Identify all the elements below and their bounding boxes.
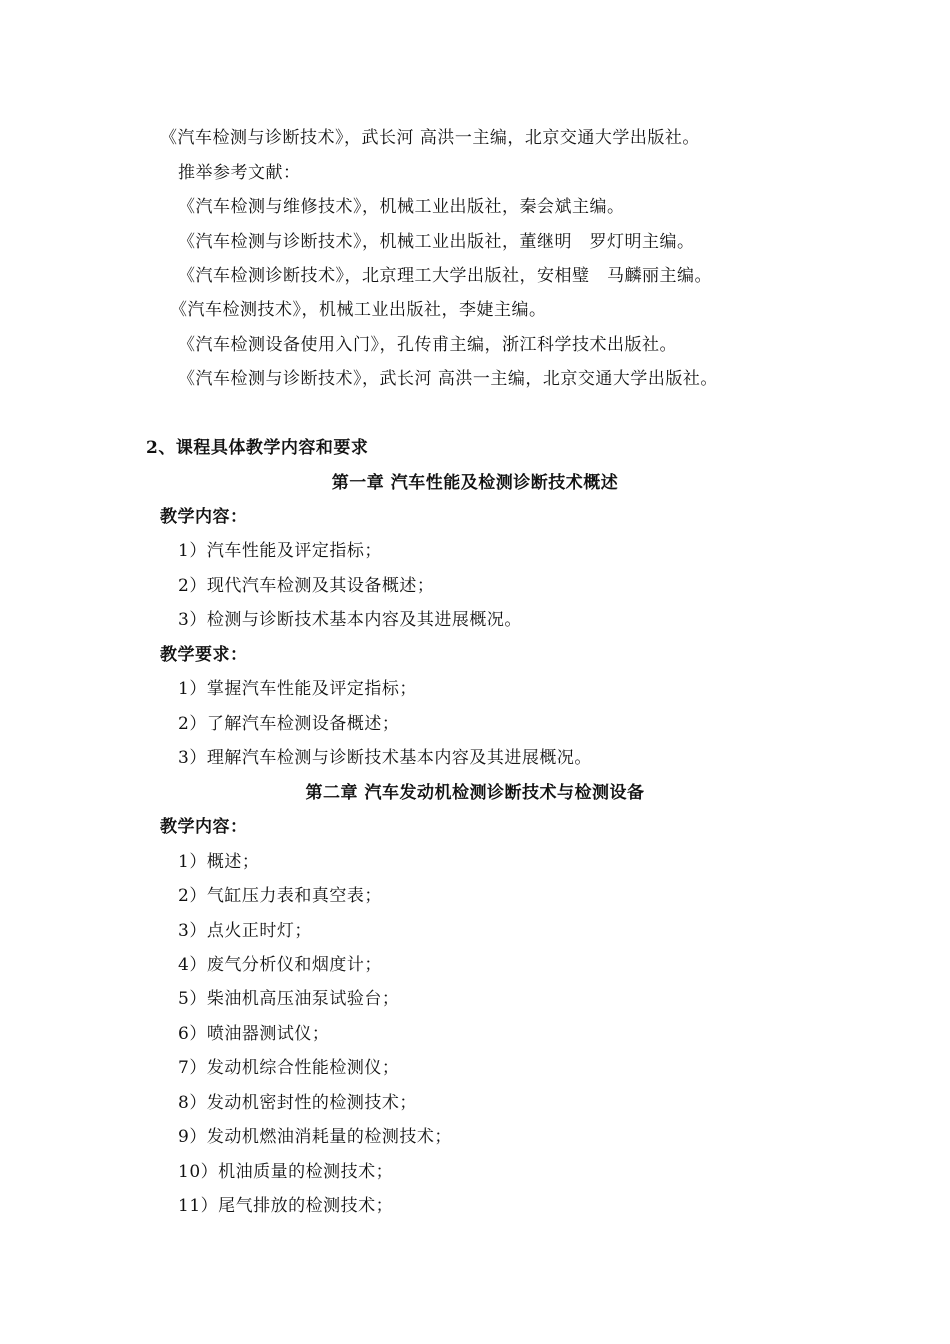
chapter-2-content-item: 5）柴油机高压油泵试验台；	[178, 989, 400, 1009]
chapter-1-requirements-label: 教学要求：	[160, 645, 248, 665]
chapter-2-content-item: 6）喷油器测试仪；	[178, 1024, 330, 1044]
chapter-1-title: 第一章 汽车性能及检测诊断技术概述	[331, 473, 619, 493]
chapter-2-content-item: 3）点火正时灯；	[178, 921, 312, 941]
chapter-1-requirement-item: 1）掌握汽车性能及评定指标；	[178, 679, 417, 699]
reference-item: 《汽车检测诊断技术》，北京理工大学出版社，安相璧 马麟丽主编。	[178, 266, 712, 286]
chapter-1-requirement-item: 3）理解汽车检测与诊断技术基本内容及其进展概况。	[178, 748, 592, 768]
reference-main-textbook: 《汽车检测与诊断技术》，武长河 高洪一主编，北京交通大学出版社。	[160, 128, 700, 148]
chapter-2-content-item: 8）发动机密封性的检测技术；	[178, 1093, 417, 1113]
chapter-1-content-item: 1）汽车性能及评定指标；	[178, 541, 382, 561]
chapter-2-title: 第二章 汽车发动机检测诊断技术与检测设备	[305, 783, 645, 803]
chapter-2-content-item: 11）尾气排放的检测技术；	[178, 1196, 394, 1216]
chapter-1-content-item: 3）检测与诊断技术基本内容及其进展概况。	[178, 610, 522, 630]
chapter-1-requirement-item: 2）了解汽车检测设备概述；	[178, 714, 400, 734]
chapter-1-content-item: 2）现代汽车检测及其设备概述；	[178, 576, 435, 596]
chapter-2-content-label: 教学内容：	[160, 817, 248, 837]
chapter-2-content-item: 7）发动机综合性能检测仪；	[178, 1058, 400, 1078]
reference-item: 《汽车检测技术》，机械工业出版社，李婕主编。	[170, 300, 547, 320]
chapter-2-content-item: 2）气缸压力表和真空表；	[178, 886, 382, 906]
section-heading: 2、课程具体教学内容和要求	[146, 438, 369, 458]
reference-item: 《汽车检测与诊断技术》，武长河 高洪一主编，北京交通大学出版社。	[178, 369, 718, 389]
chapter-1-content-label: 教学内容：	[160, 507, 248, 527]
reference-item: 《汽车检测与维修技术》，机械工业出版社，秦会斌主编。	[178, 197, 625, 217]
reference-item: 《汽车检测与诊断技术》，机械工业出版社，董继明 罗灯明主编。	[178, 232, 695, 252]
recommended-references-heading: 推举参考文献：	[178, 163, 301, 183]
chapter-2-content-item: 1）概述；	[178, 852, 260, 872]
chapter-2-content-item: 10）机油质量的检测技术；	[178, 1162, 394, 1182]
chapter-2-content-item: 4）废气分析仪和烟度计；	[178, 955, 382, 975]
chapter-2-content-item: 9）发动机燃油消耗量的检测技术；	[178, 1127, 452, 1147]
reference-item: 《汽车检测设备使用入门》，孔传甫主编，浙江科学技术出版社。	[178, 335, 677, 355]
